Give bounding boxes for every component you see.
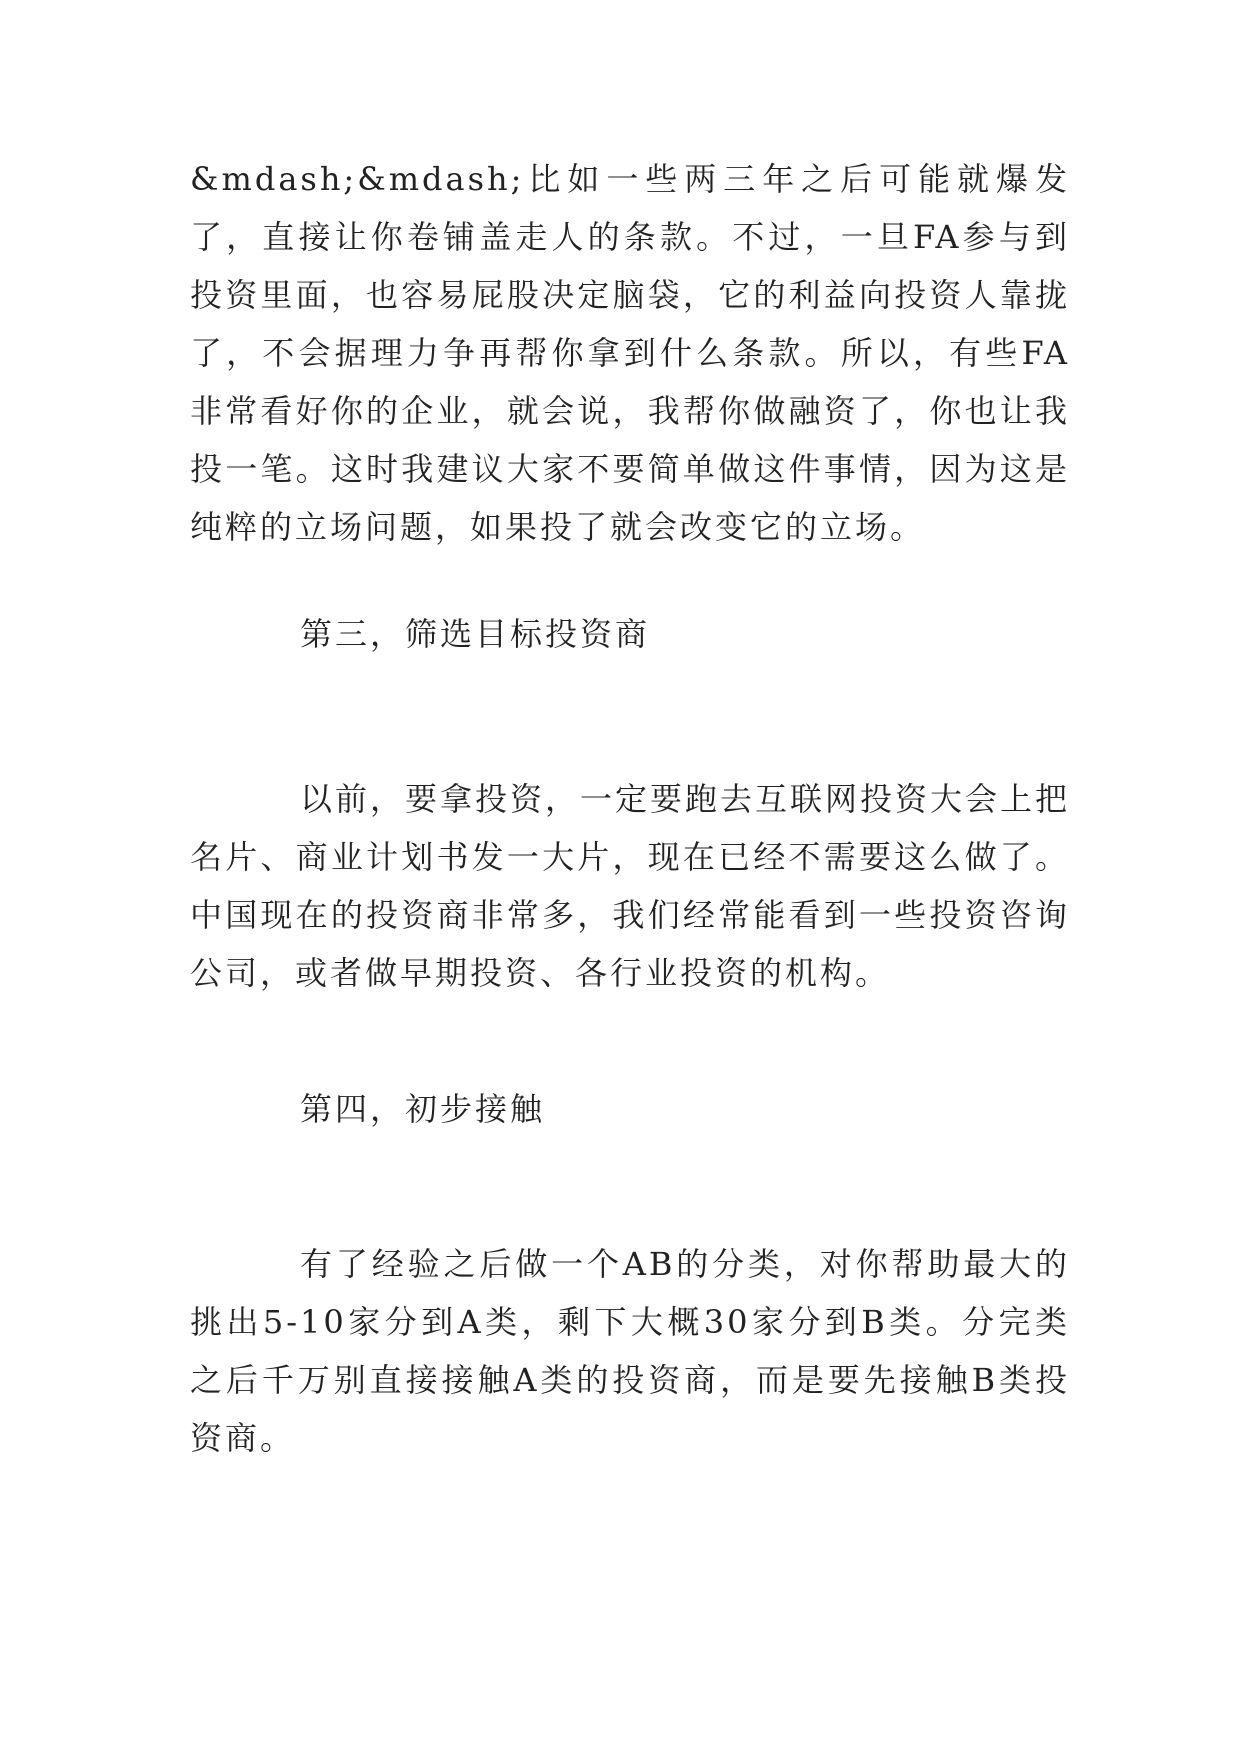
paragraph-initial-contact: 有了经验之后做一个AB的分类，对你帮助最大的挑出5-10家分到A类，剩下大概30家分到B类。分完类之后千万别直接接触A类的投资商，而是要先接触B类投资商。 <box>190 1245 1070 1457</box>
section-heading-four: 第四，初步接触 <box>300 1090 546 1128</box>
section-heading-three: 第三，筛选目标投资商 <box>300 615 651 653</box>
paragraph-fa-terms: &mdash;&mdash;比如一些两三年之后可能就爆发了，直接让你卷铺盖走人的条款。不过，一旦FA参与到投资里面，也容易屁股决定脑袋，它的利益向投资人靠拢了，不会据理力争再帮你拿到什么条款。所以，有些FA非常看好你的企业，就会说，我帮你做融资了，你也让我投一笔。这时我建议大家不要简单做这件事情，因为这是纯粹的立场问题，如果投了就会改变它的立场。 <box>190 160 1070 546</box>
paragraph-screen-investors: 以前，要拿投资，一定要跑去互联网投资大会上把名片、商业计划书发一大片，现在已经不需要这么做了。中国现在的投资商非常多，我们经常能看到一些投资咨询公司，或者做早期投资、各行业投资的机构。 <box>190 780 1071 992</box>
